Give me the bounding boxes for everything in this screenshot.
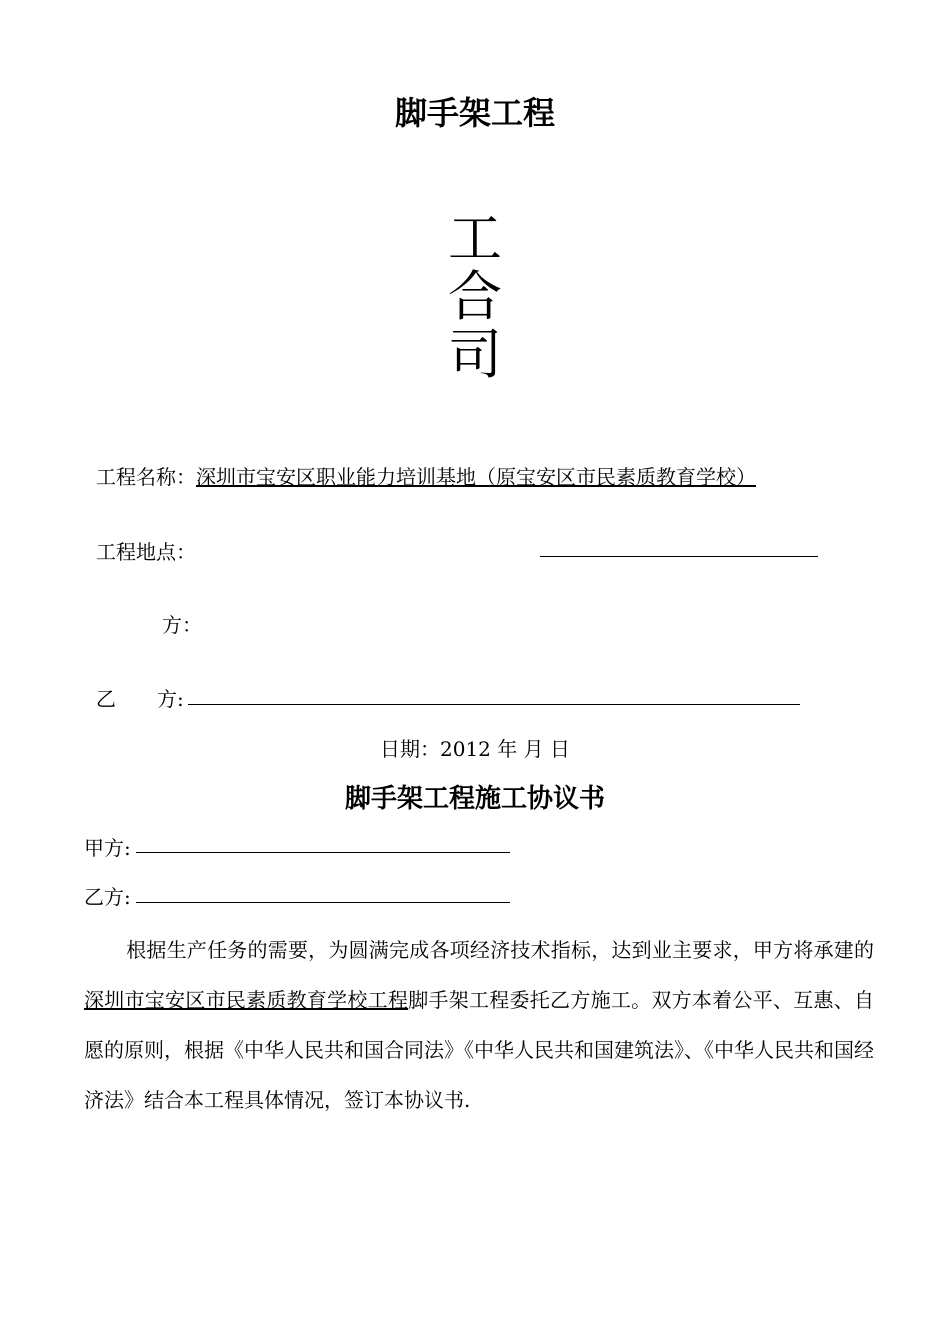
vertical-char: 工: [448, 207, 502, 270]
vertical-char: 司: [448, 323, 502, 386]
project-name-value: 深圳市宝安区职业能力培训基地（原宝安区市民素质教育学校）: [196, 465, 756, 489]
vertical-char: 合: [448, 265, 502, 328]
project-name-label: 工程名称：: [96, 465, 196, 489]
party-b-line: [136, 902, 510, 903]
project-location-label: 工程地点：: [96, 540, 196, 564]
paragraph-project-name: 深圳市宝安区市民素质教育学校工程: [84, 988, 409, 1012]
party-b-label: 乙方:: [84, 885, 131, 909]
paragraph-text-2: 脚手架工程委托乙方施工。双方本着公平、互惠、自愿的原则，根据《中华人民共和国合同法》《中华人民共和国建筑法》、《中华人民共和国经济法》结合本工程具体情况，签订本协议书.: [84, 988, 875, 1112]
party-a-line: [136, 852, 510, 853]
project-location-line: [540, 556, 818, 557]
agreement-title: 脚手架工程施工协议书: [344, 784, 605, 814]
vertical-company-text: [445, 207, 505, 386]
party-a-cover-label: 方：: [162, 613, 202, 637]
cover-title: 脚手架工程: [394, 94, 555, 132]
agreement-paragraph: [84, 925, 874, 1125]
party-b-cover-label2: 方:: [157, 687, 184, 711]
party-b-cover-label: 乙: [96, 687, 116, 711]
project-name-row: [96, 461, 756, 490]
paragraph-text-1: 根据生产任务的需要，为圆满完成各项经济技术指标，达到业主要求，甲方将承建的: [126, 938, 874, 962]
cover-date: 日期：2012 年 月 日: [380, 737, 570, 761]
party-b-cover-line: [188, 704, 800, 705]
party-a-label: 甲方:: [84, 836, 131, 860]
